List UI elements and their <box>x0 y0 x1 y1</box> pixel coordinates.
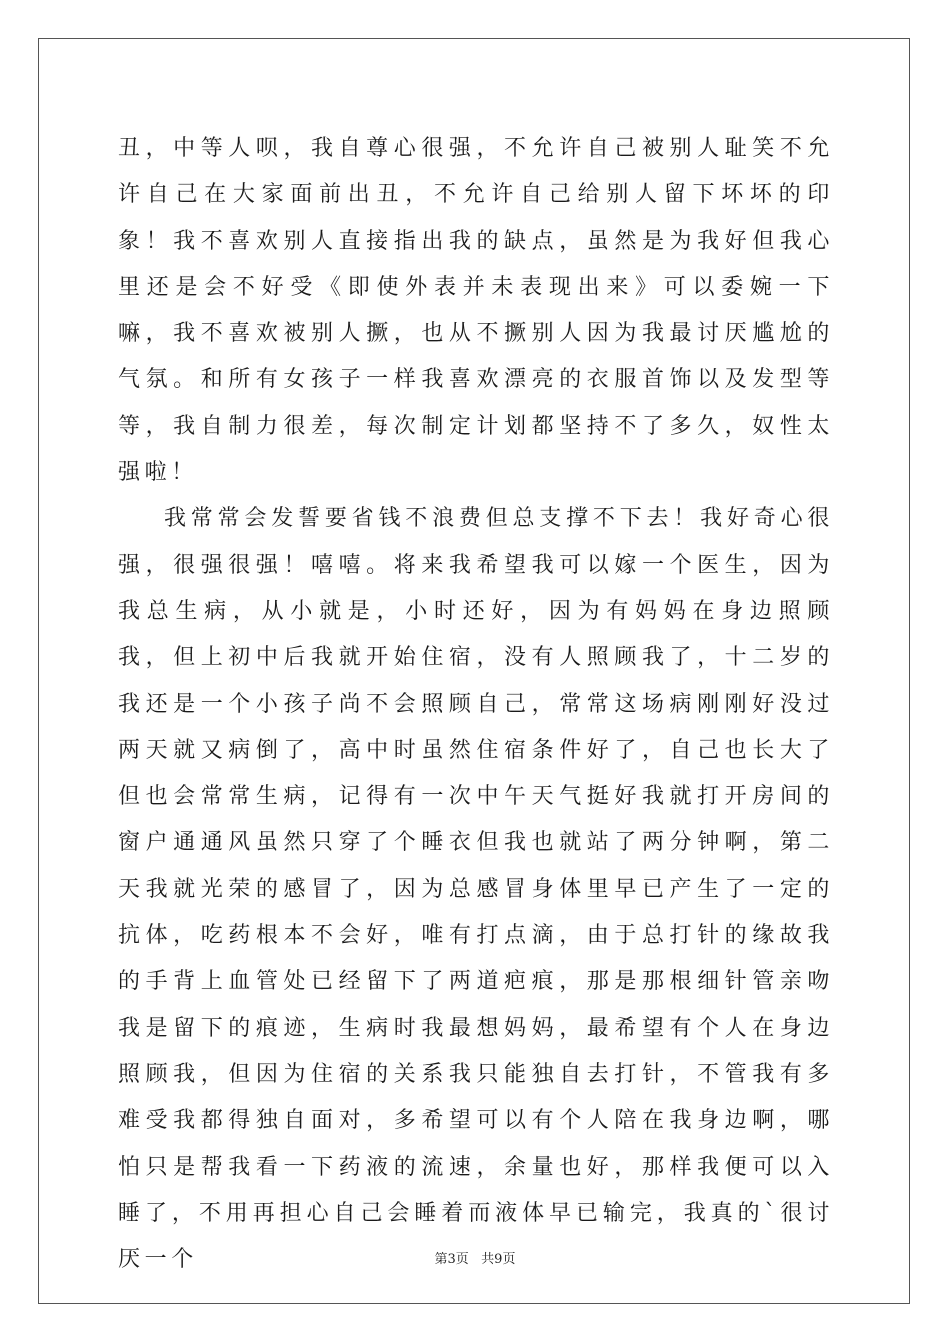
page-number-footer: 第3页 共9页 <box>434 1252 516 1267</box>
paragraph-2: 我常常会发誓要省钱不浪费但总支撑不下去！我好奇心很强，很强很强！嘻嘻。将来我希望我可以嫁一个医生，因为我总生病，从小就是，小时还好，因为有妈妈在身边照顾我，但上初中后我就开始住宿，没有人照顾我了，十二岁的我还是一个小孩子尚不会照顾自己，常常这场病刚刚好没过两天就又病倒了，高中时虽然住宿条件好了，自己也长大了但也会常常生病，记得有一次中午天气挺好我就打开房间的窗户通通风虽然只穿了个睡衣但我也就站了两分钟啊，第二天我就光荣的感冒了，因为总感冒身体里早已产生了一定的抗体，吃药根本不会好，唯有打点滴，由于总打针的缘故我的手背上血管处已经留下了两道疤痕，那是那根细针管亲吻我是留下的痕迹，生病时我最想妈妈，最希望有个人在身边照顾我，但因为住宿的关系我只能独自去打针，不管我有多难受我都得独自面对，多希望可以有个人陪在我身边啊，哪怕只是帮我看一下药液的流速，余量也好，那样我便可以入睡了，不用再担心自己会睡着而液体早已输完，我真的`很讨厌一个 <box>118 506 834 1273</box>
document-body <box>118 126 834 1283</box>
paragraph-1: 丑，中等人呗，我自尊心很强，不允许自己被别人耻笑不允许自己在大家面前出丑，不允许自己给别人留下坏坏的印象！我不喜欢别人直接指出我的缺点，虽然是为我好但我心里还是会不好受《即使外表并未表现出来》可以委婉一下嘛，我不喜欢被别人撅，也从不撅别人因为我最讨厌尴尬的气氛。和所有女孩子一样我喜欢漂亮的衣服首饰以及发型等等，我自制力很差，每次制定计划都坚持不了多久，奴性太强啦！ <box>118 136 834 486</box>
